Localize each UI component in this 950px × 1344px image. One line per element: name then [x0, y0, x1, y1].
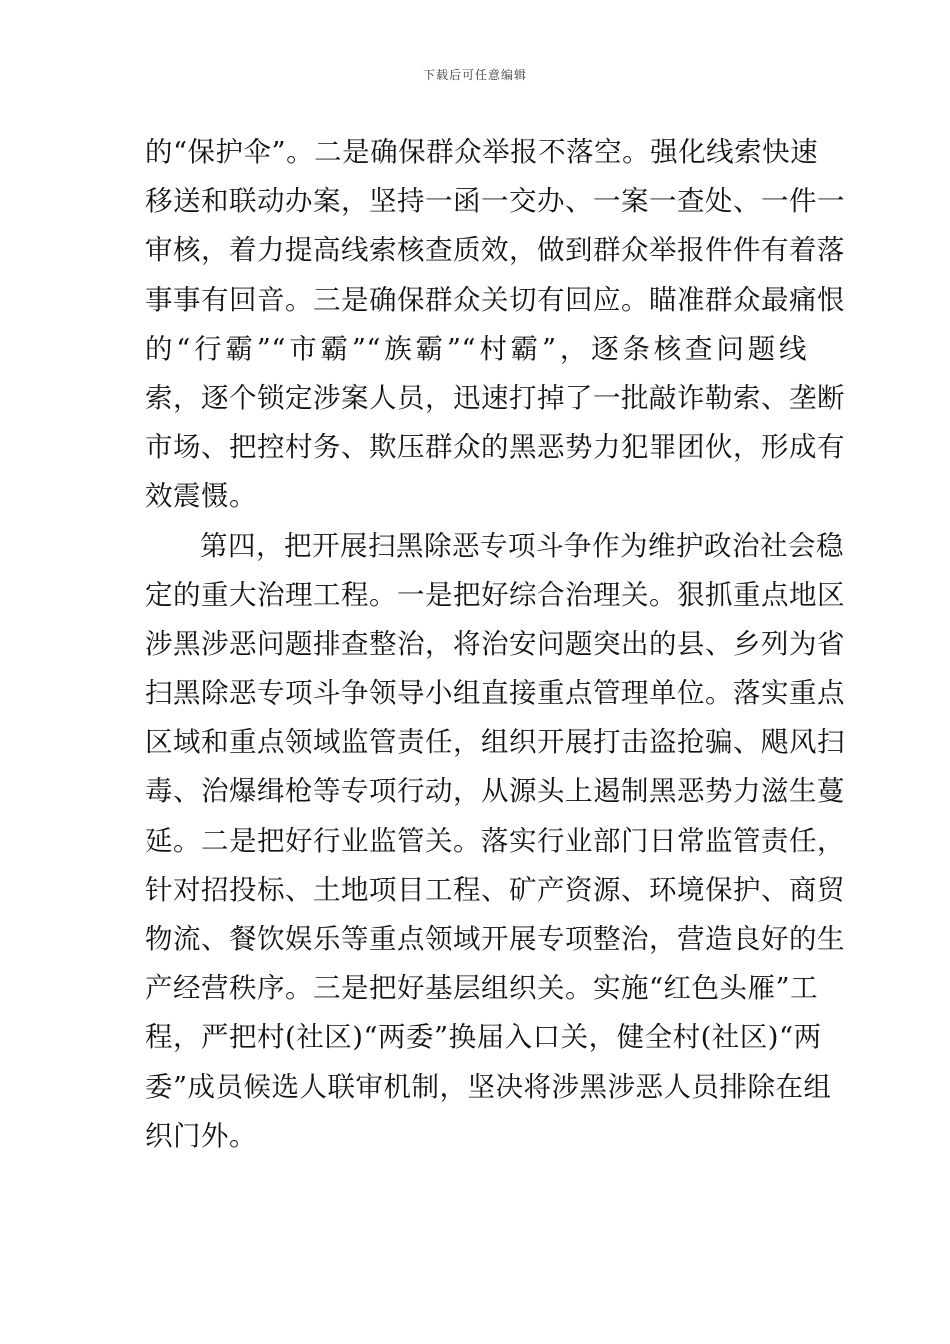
- text-line: 移送和联动办案，坚持一函一交办、一案一查处、一件一: [145, 185, 845, 218]
- text-line: 委”成员候选人联审机制，坚决将涉黑涉恶人员排除在组: [145, 1070, 832, 1103]
- text-line: 事事有回音。三是确保群众关切有回应。瞄准群众最痛恨: [145, 283, 845, 316]
- page-header-note: 下载后可任意编辑: [422, 68, 527, 82]
- text-line: 市场、把控村务、欺压群众的黑恶势力犯罪团伙，形成有: [145, 431, 845, 464]
- text-line: 扫黑除恶专项斗争领导小组直接重点管理单位。落实重点: [145, 677, 845, 710]
- text-line: 产经营秩序。三是把好基层组织关。实施“红色头雁”工: [145, 972, 819, 1005]
- text-line: 涉黑涉恶问题排查整治，将治安问题突出的县、乡列为省: [145, 627, 845, 660]
- text-line: 审核，着力提高线索核查质效，做到群众举报件件有着落: [145, 234, 845, 267]
- text-line: 索，逐个锁定涉案人员，迅速打掉了一批敲诈勒索、垄断: [145, 381, 845, 414]
- text-line: 程，严把村(社区)“两委”换届入口关，健全村(社区)“两: [145, 1021, 822, 1054]
- text-line: 定的重大治理工程。一是把好综合治理关。狠抓重点地区: [145, 578, 845, 611]
- text-line: 物流、餐饮娱乐等重点领域开展专项整治，营造良好的生: [145, 923, 845, 955]
- text-line: 效震慑。: [145, 480, 257, 513]
- paragraph: [145, 128, 845, 522]
- text-line: 的“行霸”“市霸”“族霸”“村霸”，逐条核查问题线: [145, 332, 807, 365]
- text-line: 织门外。: [145, 1119, 257, 1152]
- text-line: 毒、治爆缉枪等专项行动，从源头上遏制黑恶势力滋生蔓: [145, 775, 845, 808]
- text-line: 第四，把开展扫黑除恶专项斗争作为维护政治社会稳: [200, 529, 844, 562]
- document-body: [145, 128, 845, 1161]
- text-line: 区域和重点领域监管责任，组织开展打击盗抢骗、飓风扫: [145, 726, 845, 759]
- text-line: 的“保护伞”。二是确保群众举报不落空。强化线索快速: [145, 136, 819, 168]
- text-line: 延。二是把好行业监管关。落实行业部门日常监管责任，: [145, 824, 845, 857]
- text-line: 针对招投标、土地项目工程、矿产资源、环境保护、商贸: [145, 873, 845, 906]
- paragraph: [145, 522, 845, 1161]
